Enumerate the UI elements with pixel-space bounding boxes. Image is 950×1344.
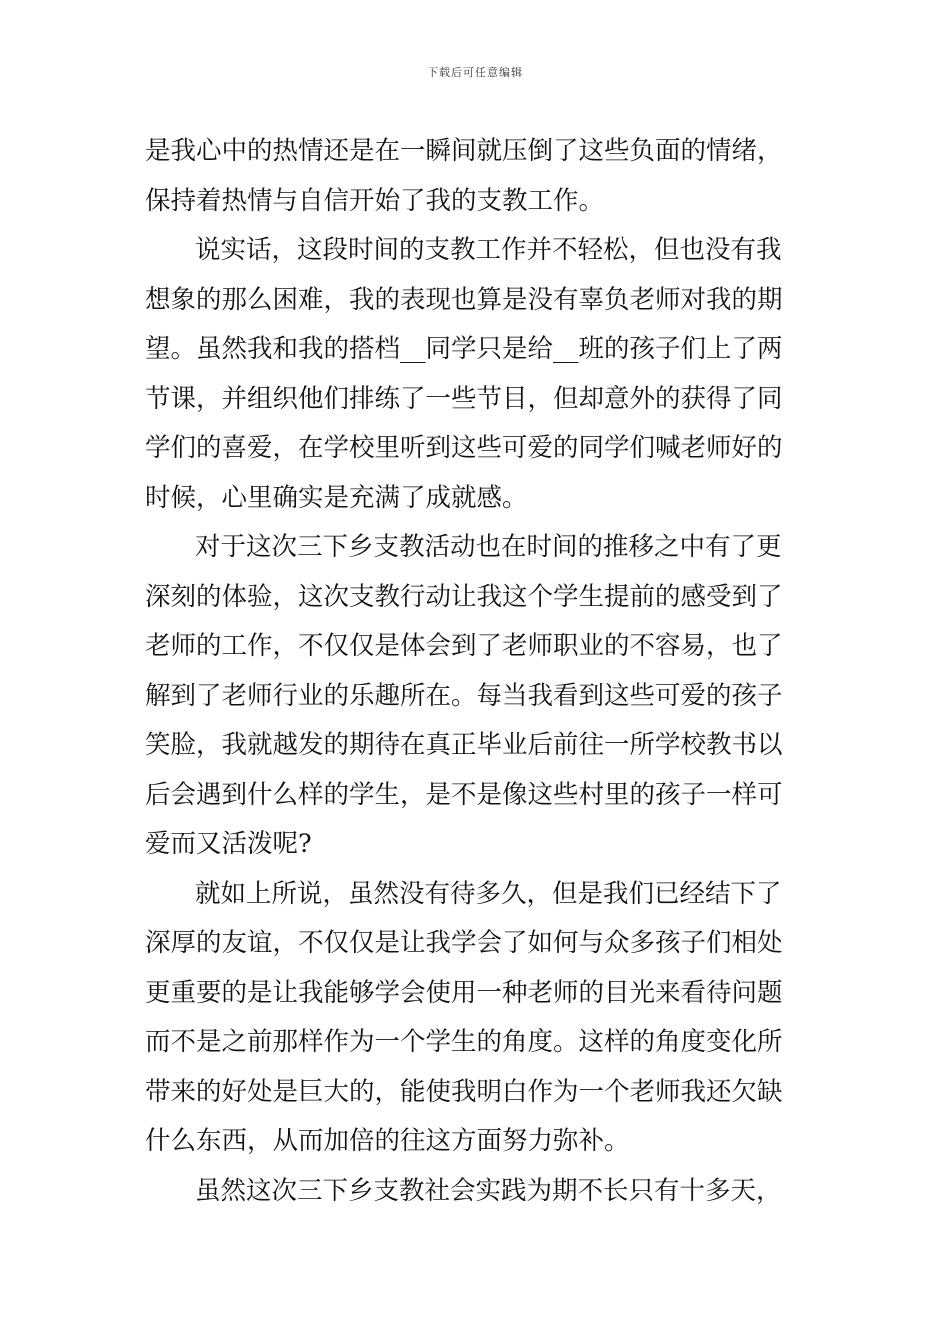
text-line: 更重要的是让我能够学会使用一种老师的目光来看待问题 [145, 977, 783, 1008]
text-line: 就如上所说，虽然没有待多久，但是我们已经结下了 [195, 878, 782, 909]
text-line: 是我心中的热情还是在一瞬间就压倒了这些负面的情绪， [145, 136, 783, 166]
text-line: 学们的喜爱，在学校里听到这些可爱的同学们喊老师好的 [145, 433, 783, 463]
text-line: 什么东西，从而加倍的往这方面努力弥补。 [145, 1126, 630, 1156]
text-line: 望。虽然我和我的搭档__同学只是给__班的孩子们上了两 [145, 334, 783, 364]
text-line: 想象的那么困难，我的表现也算是没有辜负老师对我的期 [145, 284, 783, 315]
text-line: 虽然这次三下乡支教社会实践为期不长只有十多天， [195, 1175, 782, 1206]
text-line: 爱而又活泼呢? [145, 829, 312, 859]
text-line: 说实话，这段时间的支教工作并不轻松，但也没有我 [195, 235, 782, 265]
text-line: 带来的好处是巨大的，能使我明白作为一个老师我还欠缺 [145, 1076, 783, 1107]
text-line: 时候，心里确实是充满了成就感。 [145, 482, 528, 513]
text-line: 解到了老师行业的乐趣所在。每当我看到这些可爱的孩子 [145, 680, 783, 711]
page-header: 下载后可任意编辑 [427, 66, 523, 79]
text-line: 对于这次三下乡支教活动也在时间的推移之中有了更 [195, 532, 782, 562]
text-line: 深刻的体验，这次支教行动让我这个学生提前的感受到了 [145, 581, 783, 612]
text-line: 笑脸，我就越发的期待在真正毕业后前往一所学校教书以 [145, 730, 783, 760]
text-line: 后会遇到什么样的学生，是不是像这些村里的孩子一样可 [145, 779, 783, 810]
text-line: 保持着热情与自信开始了我的支教工作。 [145, 185, 605, 216]
text-line: 深厚的友谊，不仅仅是让我学会了如何与众多孩子们相处 [145, 928, 783, 958]
text-line: 老师的工作，不仅仅是体会到了老师职业的不容易，也了 [145, 631, 783, 661]
text-line: 而不是之前那样作为一个学生的角度。这样的角度变化所 [145, 1027, 783, 1057]
text-line: 节课，并组织他们排练了一些节目，但却意外的获得了同 [145, 383, 783, 414]
document-body [145, 127, 810, 1216]
